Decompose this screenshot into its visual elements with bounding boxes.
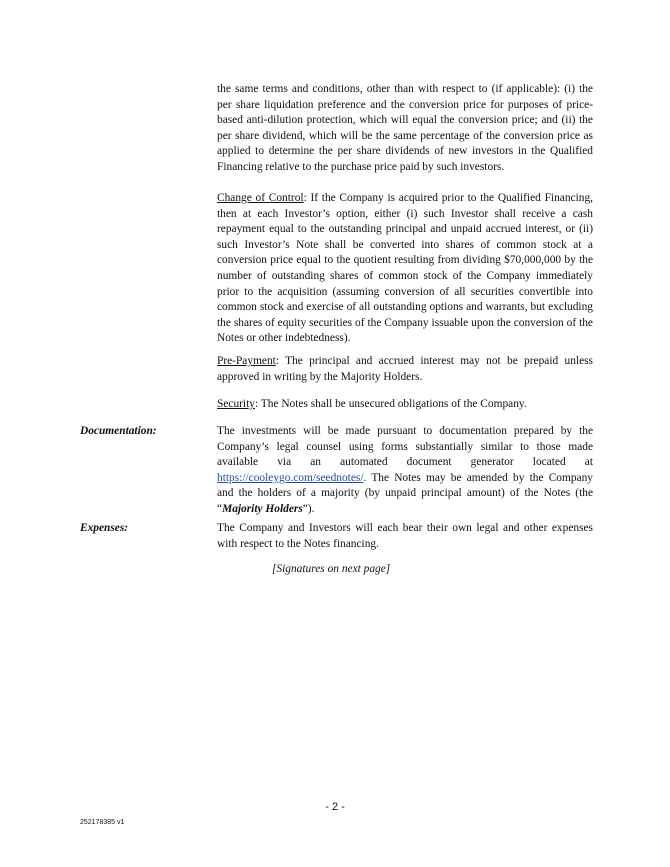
majority-holders-term: Majority Holders bbox=[222, 502, 303, 515]
change-of-control-paragraph bbox=[217, 191, 593, 347]
expenses-label: Expenses: bbox=[80, 522, 129, 534]
pre-payment-heading: Pre-Payment bbox=[217, 355, 276, 367]
expenses-paragraph: The Company and Investors will each bear their own legal and other expenses with respect to the Notes financing. bbox=[217, 522, 593, 550]
pre-payment-paragraph bbox=[217, 354, 593, 385]
security-text: : The Notes shall be unsecured obligations of the Company. bbox=[254, 398, 527, 410]
page-number: - 2 - bbox=[325, 801, 345, 813]
security-paragraph bbox=[217, 397, 593, 413]
documentation-paragraph bbox=[217, 424, 593, 518]
documentation-label: Documentation: bbox=[80, 425, 157, 437]
cooleygo-seednotes-link[interactable]: https://cooleygo.com/seednotes/ bbox=[217, 471, 364, 484]
security-heading: Security bbox=[217, 398, 255, 410]
documentation-text-before-link: The investments will be made pursuant to documentation prepared by the Company’s legal counsel using forms substantially similar to those made available via an automated document generator located at bbox=[217, 425, 593, 469]
document-id: 252178385 v1 bbox=[80, 819, 125, 826]
terms-continued-paragraph: the same terms and conditions, other than with respect to (if applicable): (i) the per share liquidation preference and the conversion price for purposes of price-based anti-dilution protection, which will equal the conversion price; and (ii) the per share dividend, which will be the same percentage of the conversion price as applied to determine the per share dividends of new investors in the Qualified Financing relative to the purchase price paid by such investors. bbox=[217, 83, 593, 173]
signatures-note: [Signatures on next page] bbox=[272, 563, 391, 575]
change-of-control-heading: Change of Control bbox=[217, 192, 304, 204]
change-of-control-text: : If the Company is acquired prior to the Qualified Financing, then at each Investor’s option, either (i) such Investor shall receive a cash repayment equal to the outstanding principal and unpaid accrued interest, or (ii) such Investor’s Note shall be converted into shares of common stock at a conversion price equal to the quotient resulting from dividing $70,000,000 by the number of outstanding shares of common stock of the Company immediately prior to the acquisition (assuming conversion of all securities convertible into common stock and exercise of all outstanding options and warrants, but excluding the shares of equity securities of the Company issuable upon the conversion of the Notes or other indebtedness). bbox=[217, 192, 593, 345]
documentation-text-end: ”). bbox=[302, 502, 315, 515]
pre-payment-text: : The principal and accrued interest may not be prepaid unless approved in writing by the Majority Holders. bbox=[217, 355, 593, 383]
documentation-text-after-link: . The Notes may be amended by the Company and the holders of a majority (by unpaid principal amount) of the Notes (the “ bbox=[217, 471, 593, 515]
